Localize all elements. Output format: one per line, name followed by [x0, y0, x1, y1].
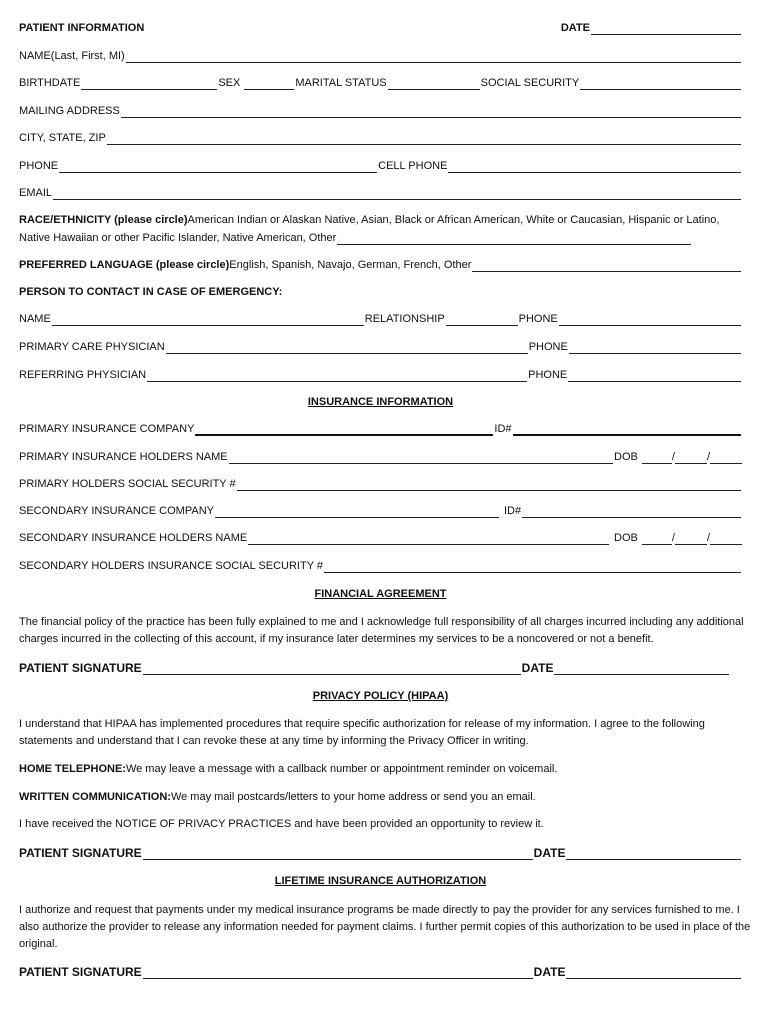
marital-status-field[interactable] — [388, 78, 480, 90]
primary-ssn-row — [19, 477, 742, 491]
secondary-company-field[interactable] — [215, 506, 499, 518]
pcp-row — [19, 340, 742, 354]
header-date-field[interactable] — [591, 23, 741, 35]
privacy-signature-label: PATIENT SIGNATURE — [19, 846, 142, 860]
emergency-name-field[interactable] — [52, 314, 364, 326]
emergency-name-label: NAME — [19, 313, 51, 325]
phone-field[interactable] — [59, 161, 377, 173]
phone-label: PHONE — [19, 160, 59, 172]
primary-company-row — [19, 422, 742, 436]
lifetime-text: I authorize and request that payments under my medical insurance programs be made directly to pay the provider for any services furnished to me. I also authorize the provider to release any information needed for payment claims. I further permit copies of this authorization to be used in place of the original. — [19, 904, 751, 950]
referring-phone-field[interactable] — [568, 370, 741, 382]
written-communication-text: We may mail postcards/letters to your home address or send you an email. — [170, 791, 536, 803]
emergency-heading-row — [19, 285, 742, 299]
mailing-address-field[interactable] — [121, 106, 741, 118]
home-telephone-text: We may leave a message with a callback number or appointment reminder on voicemail. — [125, 763, 558, 775]
lifetime-signature-row — [19, 965, 742, 979]
name-label: NAME(Last, First, MI) — [19, 50, 125, 62]
cell-phone-field[interactable] — [448, 161, 741, 173]
privacy-heading: PRIVACY POLICY (HIPAA) — [312, 690, 449, 702]
primary-id-label: ID# — [494, 423, 512, 435]
lifetime-heading: LIFETIME INSURANCE AUTHORIZATION — [274, 875, 487, 887]
secondary-holder-row — [19, 531, 742, 545]
referring-field[interactable] — [147, 370, 527, 382]
emergency-phone-field[interactable] — [559, 314, 741, 326]
email-row — [19, 186, 742, 200]
language-row — [19, 258, 742, 272]
financial-date-field[interactable] — [554, 663, 729, 675]
financial-date-label: DATE — [521, 661, 554, 675]
emergency-heading: PERSON TO CONTACT IN CASE OF EMERGENCY: — [19, 286, 283, 298]
birthdate-row — [19, 76, 742, 90]
pcp-phone-label: PHONE — [528, 341, 568, 353]
sex-field[interactable] — [244, 78, 294, 90]
notice-text: I have received the NOTICE OF PRIVACY PRACTICES and have been provided an opportunity to review it. — [19, 818, 544, 830]
email-label: EMAIL — [19, 187, 53, 199]
secondary-id-label: ID# — [503, 505, 522, 517]
notice-row — [19, 817, 742, 831]
header-row — [19, 21, 742, 35]
secondary-dob-field[interactable]: / / — [642, 531, 742, 545]
privacy-heading-row — [19, 689, 742, 703]
privacy-signature-row — [19, 846, 742, 860]
secondary-id-field[interactable] — [522, 506, 741, 518]
name-row — [19, 49, 742, 63]
relationship-field[interactable] — [446, 314, 518, 326]
secondary-ssn-row — [19, 559, 742, 573]
home-telephone-label: HOME TELEPHONE: — [19, 763, 126, 775]
primary-company-label: PRIMARY INSURANCE COMPANY — [19, 423, 195, 435]
lifetime-heading-row — [19, 874, 742, 888]
privacy-date-field[interactable] — [566, 848, 741, 860]
cell-phone-label: CELL PHONE — [378, 160, 448, 172]
lifetime-signature-label: PATIENT SIGNATURE — [19, 965, 142, 979]
relationship-label: RELATIONSHIP — [364, 313, 445, 325]
pcp-label: PRIMARY CARE PHYSICIAN — [19, 341, 165, 353]
primary-ssn-field[interactable] — [237, 479, 741, 491]
race-options-2[interactable]: Native Hawaiian or other Pacific Islander, Native American, Other — [19, 232, 337, 244]
race-options[interactable]: American Indian or Alaskan Native, Asian, Black or African American, White or Caucasian, Hispanic or Latino, — [187, 214, 720, 226]
primary-dob-label: DOB — [614, 451, 638, 463]
race-label: RACE/ETHNICITY (please circle) — [19, 214, 188, 226]
secondary-holder-label: SECONDARY INSURANCE HOLDERS NAME — [19, 532, 248, 544]
lifetime-signature-field[interactable] — [143, 967, 533, 979]
primary-company-field[interactable] — [195, 423, 493, 436]
mailing-row — [19, 104, 742, 118]
written-communication-label: WRITTEN COMMUNICATION: — [19, 791, 171, 803]
insurance-heading-row — [19, 395, 742, 409]
privacy-signature-field[interactable] — [143, 848, 533, 860]
mailing-address-label: MAILING ADDRESS — [19, 105, 120, 117]
lifetime-date-label: DATE — [533, 965, 566, 979]
social-security-field[interactable] — [580, 78, 741, 90]
sex-label: SEX — [218, 77, 241, 89]
written-communication-row — [19, 790, 742, 804]
secondary-ssn-label: SECONDARY HOLDERS INSURANCE SOCIAL SECURITY # — [19, 560, 324, 572]
secondary-company-label: SECONDARY INSURANCE COMPANY — [19, 505, 214, 517]
birthdate-field[interactable] — [81, 78, 217, 90]
secondary-ssn-field[interactable] — [324, 561, 741, 573]
financial-heading-row — [19, 587, 742, 601]
language-label: PREFERRED LANGUAGE (please circle) — [19, 259, 230, 271]
phone-row — [19, 159, 742, 173]
financial-signature-field[interactable] — [143, 663, 521, 675]
race-row-2 — [19, 231, 692, 245]
emergency-row — [19, 312, 742, 326]
referring-label: REFERRING PHYSICIAN — [19, 369, 147, 381]
form-title: PATIENT INFORMATION — [19, 22, 145, 34]
primary-holder-label: PRIMARY INSURANCE HOLDERS NAME — [19, 451, 228, 463]
emergency-phone-label: PHONE — [518, 313, 558, 325]
race-other-field[interactable] — [337, 233, 691, 245]
social-security-label: SOCIAL SECURITY — [480, 77, 580, 89]
financial-heading: FINANCIAL AGREEMENT — [314, 588, 447, 600]
date-label: DATE — [560, 22, 590, 34]
privacy-date-label: DATE — [533, 846, 566, 860]
secondary-dob-label: DOB — [614, 532, 638, 544]
race-row — [19, 213, 742, 227]
city-state-zip-label: CITY, STATE, ZIP — [19, 132, 106, 144]
birthdate-label: BIRTHDATE — [19, 77, 81, 89]
financial-signature-label: PATIENT SIGNATURE — [19, 661, 142, 675]
pcp-field[interactable] — [166, 342, 528, 354]
name-field[interactable] — [126, 51, 741, 63]
financial-signature-row — [19, 661, 730, 675]
language-options[interactable]: English, Spanish, Navajo, German, French, Other — [229, 259, 472, 271]
lifetime-date-field[interactable] — [566, 967, 741, 979]
insurance-heading: INSURANCE INFORMATION — [307, 396, 454, 408]
secondary-holder-field[interactable] — [248, 533, 609, 545]
language-other-field[interactable] — [472, 260, 741, 272]
financial-text: The financial policy of the practice has been fully explained to me and I acknowledge full responsibility of all charges incurred including any additional charges incurred in the collecting of this account, if my insurance later determines my services to be a noncovered or not a benefit. — [19, 616, 744, 645]
city-row — [19, 131, 742, 145]
email-field[interactable] — [53, 188, 741, 200]
secondary-company-row — [19, 504, 742, 518]
home-telephone-row — [19, 762, 742, 776]
privacy-text: I understand that HIPAA has implemented procedures that require specific authorization for release of my information. I agree to the following statements and understand that I can revoke these at any time by informing the Privacy Officer in writing. — [19, 718, 705, 747]
primary-holder-field[interactable] — [229, 452, 613, 464]
primary-dob-field[interactable]: / / — [642, 450, 742, 464]
referring-row — [19, 368, 742, 382]
pcp-phone-field[interactable] — [569, 342, 741, 354]
primary-holder-row — [19, 450, 742, 464]
marital-status-label: MARITAL STATUS — [295, 77, 387, 89]
referring-phone-label: PHONE — [528, 369, 568, 381]
primary-ssn-label: PRIMARY HOLDERS SOCIAL SECURITY # — [19, 478, 236, 490]
city-state-zip-field[interactable] — [107, 133, 741, 145]
primary-id-field[interactable] — [513, 423, 741, 436]
